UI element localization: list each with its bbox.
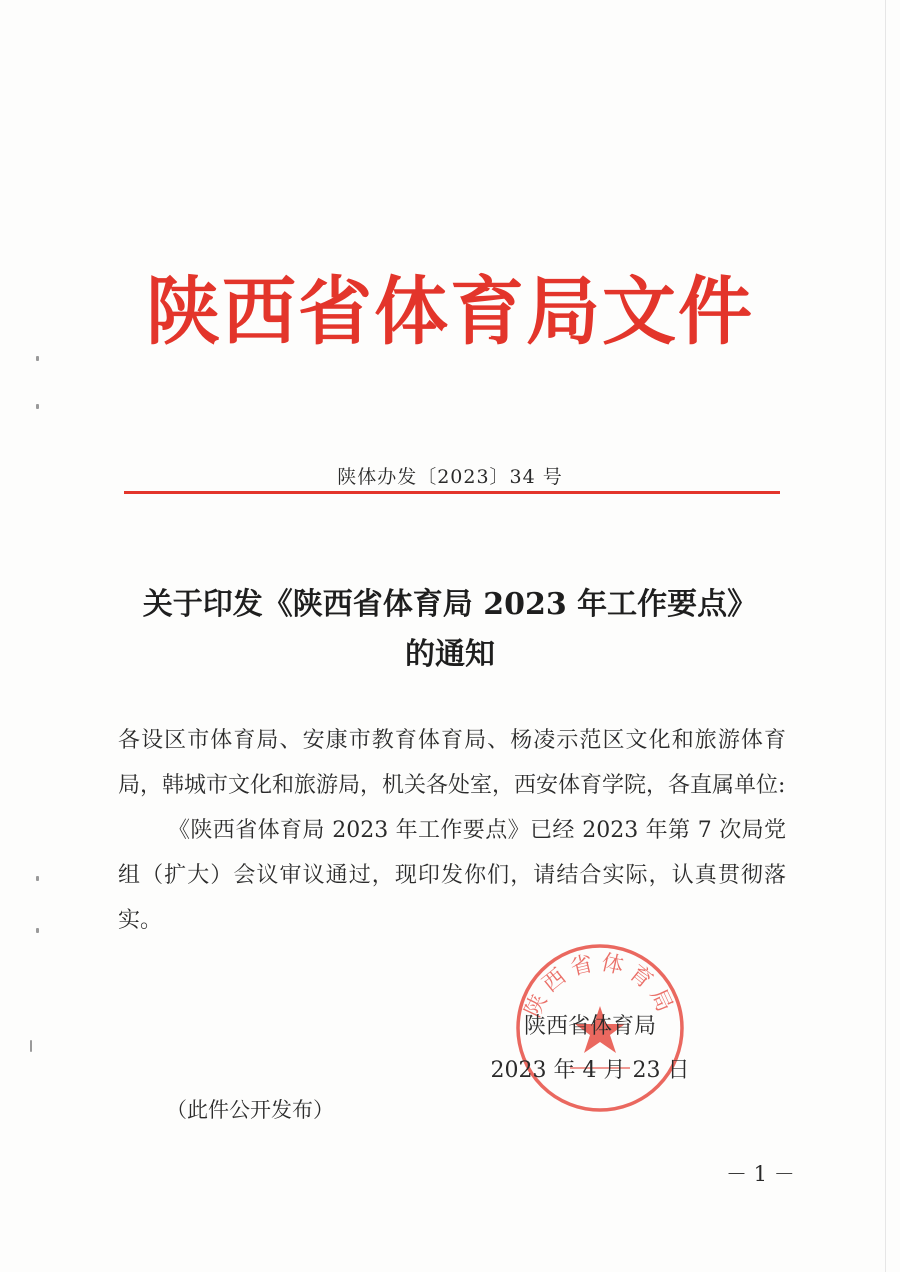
page-number: － 1 － xyxy=(726,1162,795,1186)
recipients-paragraph: 各设区市体育局、安康市教育体育局、杨凌示范区文化和旅游体育局，韩城市文化和旅游局，机关各处室，西安体育学院，各直属单位: xyxy=(118,728,786,798)
notice-title-line-2: 的通知 xyxy=(405,637,495,672)
issue-date: 2023 年 4 月 23 日 xyxy=(490,1058,690,1083)
scan-speck xyxy=(30,1040,32,1052)
scan-speck xyxy=(36,928,39,933)
scan-speck xyxy=(36,404,39,409)
notice-title xyxy=(60,580,840,680)
signature-block xyxy=(480,1005,700,1093)
issuer-name: 陕西省体育局 xyxy=(523,1014,656,1039)
scan-speck xyxy=(36,356,39,361)
notice-body xyxy=(118,718,786,943)
seal-text: 陕西省体育局 xyxy=(520,950,680,1022)
main-paragraph: 《陕西省体育局 2023 年工作要点》已经 2023 年第 7 次局党组（扩大）会议审议通过，现印发你们，请结合实际，认真贯彻落实。 xyxy=(118,818,786,933)
letterhead-title: 陕西省体育局文件 xyxy=(146,269,754,355)
notice-title-line-1: 关于印发《陕西省体育局 2023 年工作要点》 xyxy=(142,587,758,622)
scan-edge-line xyxy=(885,0,886,1272)
document-number: 陕体办发〔2023〕34 号 xyxy=(337,466,563,488)
red-divider-line xyxy=(124,491,780,494)
public-release-note: （此件公开发布） xyxy=(166,1098,334,1122)
scan-speck xyxy=(36,876,39,881)
